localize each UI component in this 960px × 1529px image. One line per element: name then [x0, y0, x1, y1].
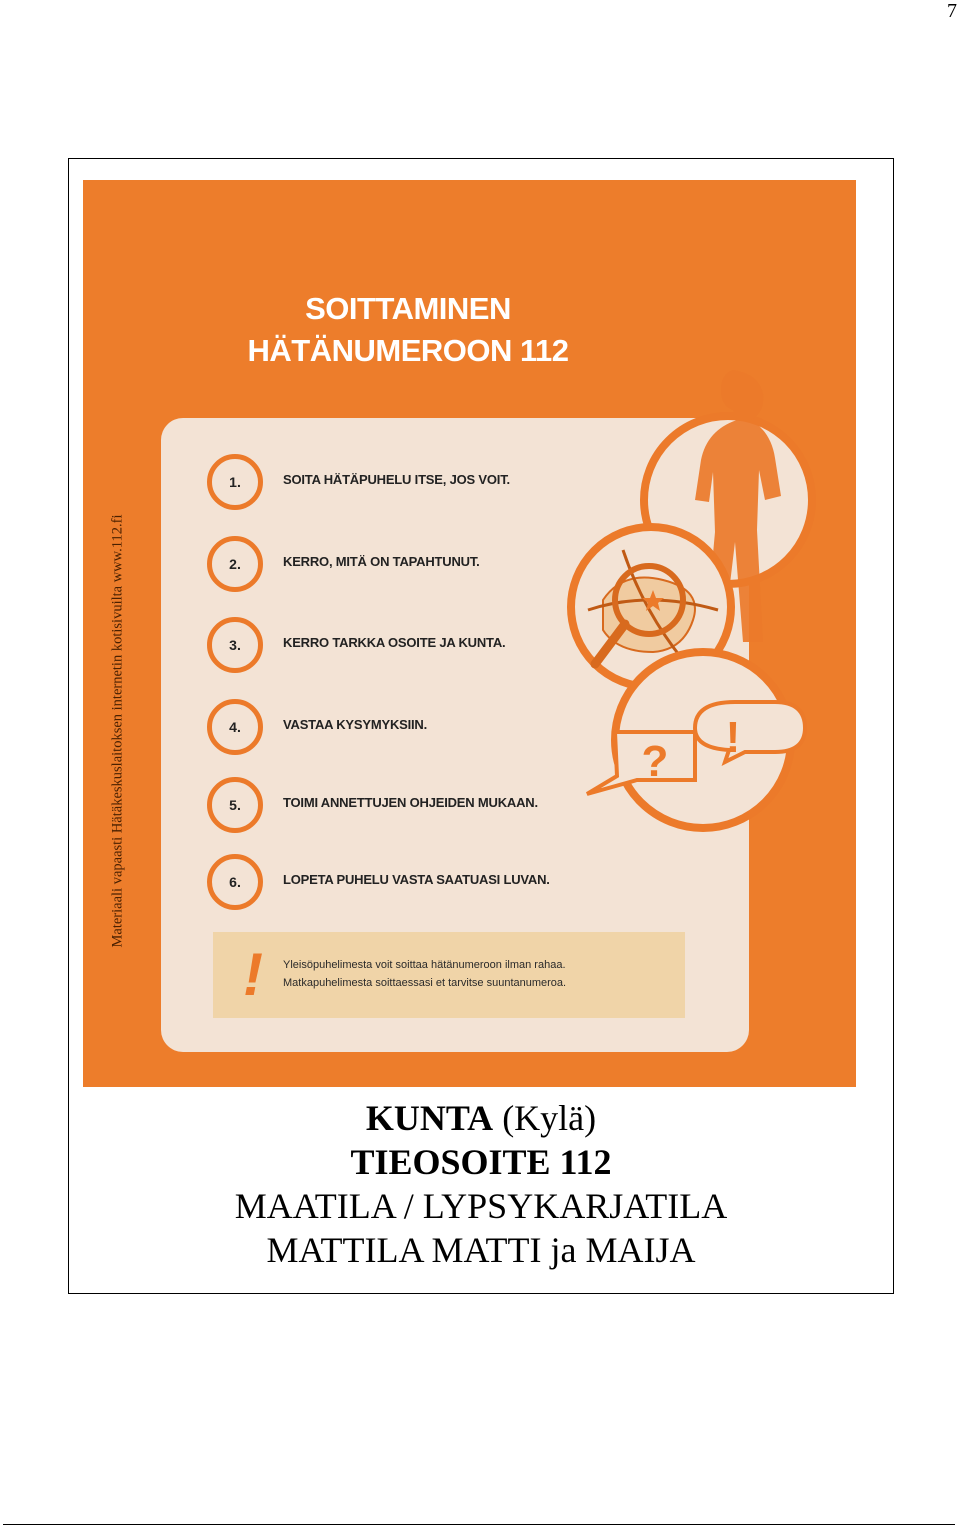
side-credit-text: Materiaali vapaasti Hätäkeskuslaitoksen internetin kotisivuilta www.112.fi: [109, 514, 126, 948]
step-text: KERRO, MITÄ ON TAPAHTUNUT.: [283, 554, 480, 569]
notice-line2: Matkapuhelimesta soittaessasi et tarvitse suuntanumeroa.: [283, 977, 567, 989]
step-number: 5.: [207, 777, 263, 833]
step-number: 6.: [207, 854, 263, 910]
exclamation-icon: !: [243, 941, 263, 1008]
poster-title-line2: HÄTÄNUMEROON 112: [247, 333, 569, 368]
illustrations: [83, 180, 856, 1087]
page-number: 7: [947, 0, 957, 22]
side-credit: [108, 488, 128, 974]
step-number: 1.: [207, 454, 263, 510]
caption-kunta: KUNTA: [365, 1098, 494, 1138]
step-text: SOITA HÄTÄPUHELU ITSE, JOS VOIT.: [283, 472, 510, 487]
caption-kyla: (Kylä): [493, 1098, 597, 1138]
step-number: 3.: [207, 617, 263, 673]
question-mark: ?: [641, 737, 669, 786]
caption-line3: MAATILA / LYPSYKARJATILA: [234, 1186, 728, 1226]
poster-title-line1: SOITTAMINEN: [305, 291, 511, 326]
footer-rule: [3, 1524, 955, 1525]
caption: [68, 1096, 894, 1272]
step-text: VASTAA KYSYMYKSIIN.: [283, 717, 428, 732]
caption-line4: MATTILA MATTI ja MAIJA: [266, 1230, 696, 1270]
notice-line1: Yleisöpuhelimesta voit soittaa hätänumeroon ilman rahaa.: [283, 959, 566, 971]
step-number: 2.: [207, 536, 263, 592]
caption-line1: [68, 1096, 894, 1140]
poster: [83, 180, 856, 1087]
step-text: KERRO TARKKA OSOITE JA KUNTA.: [283, 635, 506, 650]
step-text: LOPETA PUHELU VASTA SAATUASI LUVAN.: [283, 872, 550, 887]
step-number: 4.: [207, 699, 263, 755]
exclamation-mark: !: [725, 713, 741, 762]
step-text: TOIMI ANNETTUJEN OHJEIDEN MUKAAN.: [283, 795, 538, 810]
caption-line2: TIEOSOITE 112: [350, 1142, 612, 1182]
